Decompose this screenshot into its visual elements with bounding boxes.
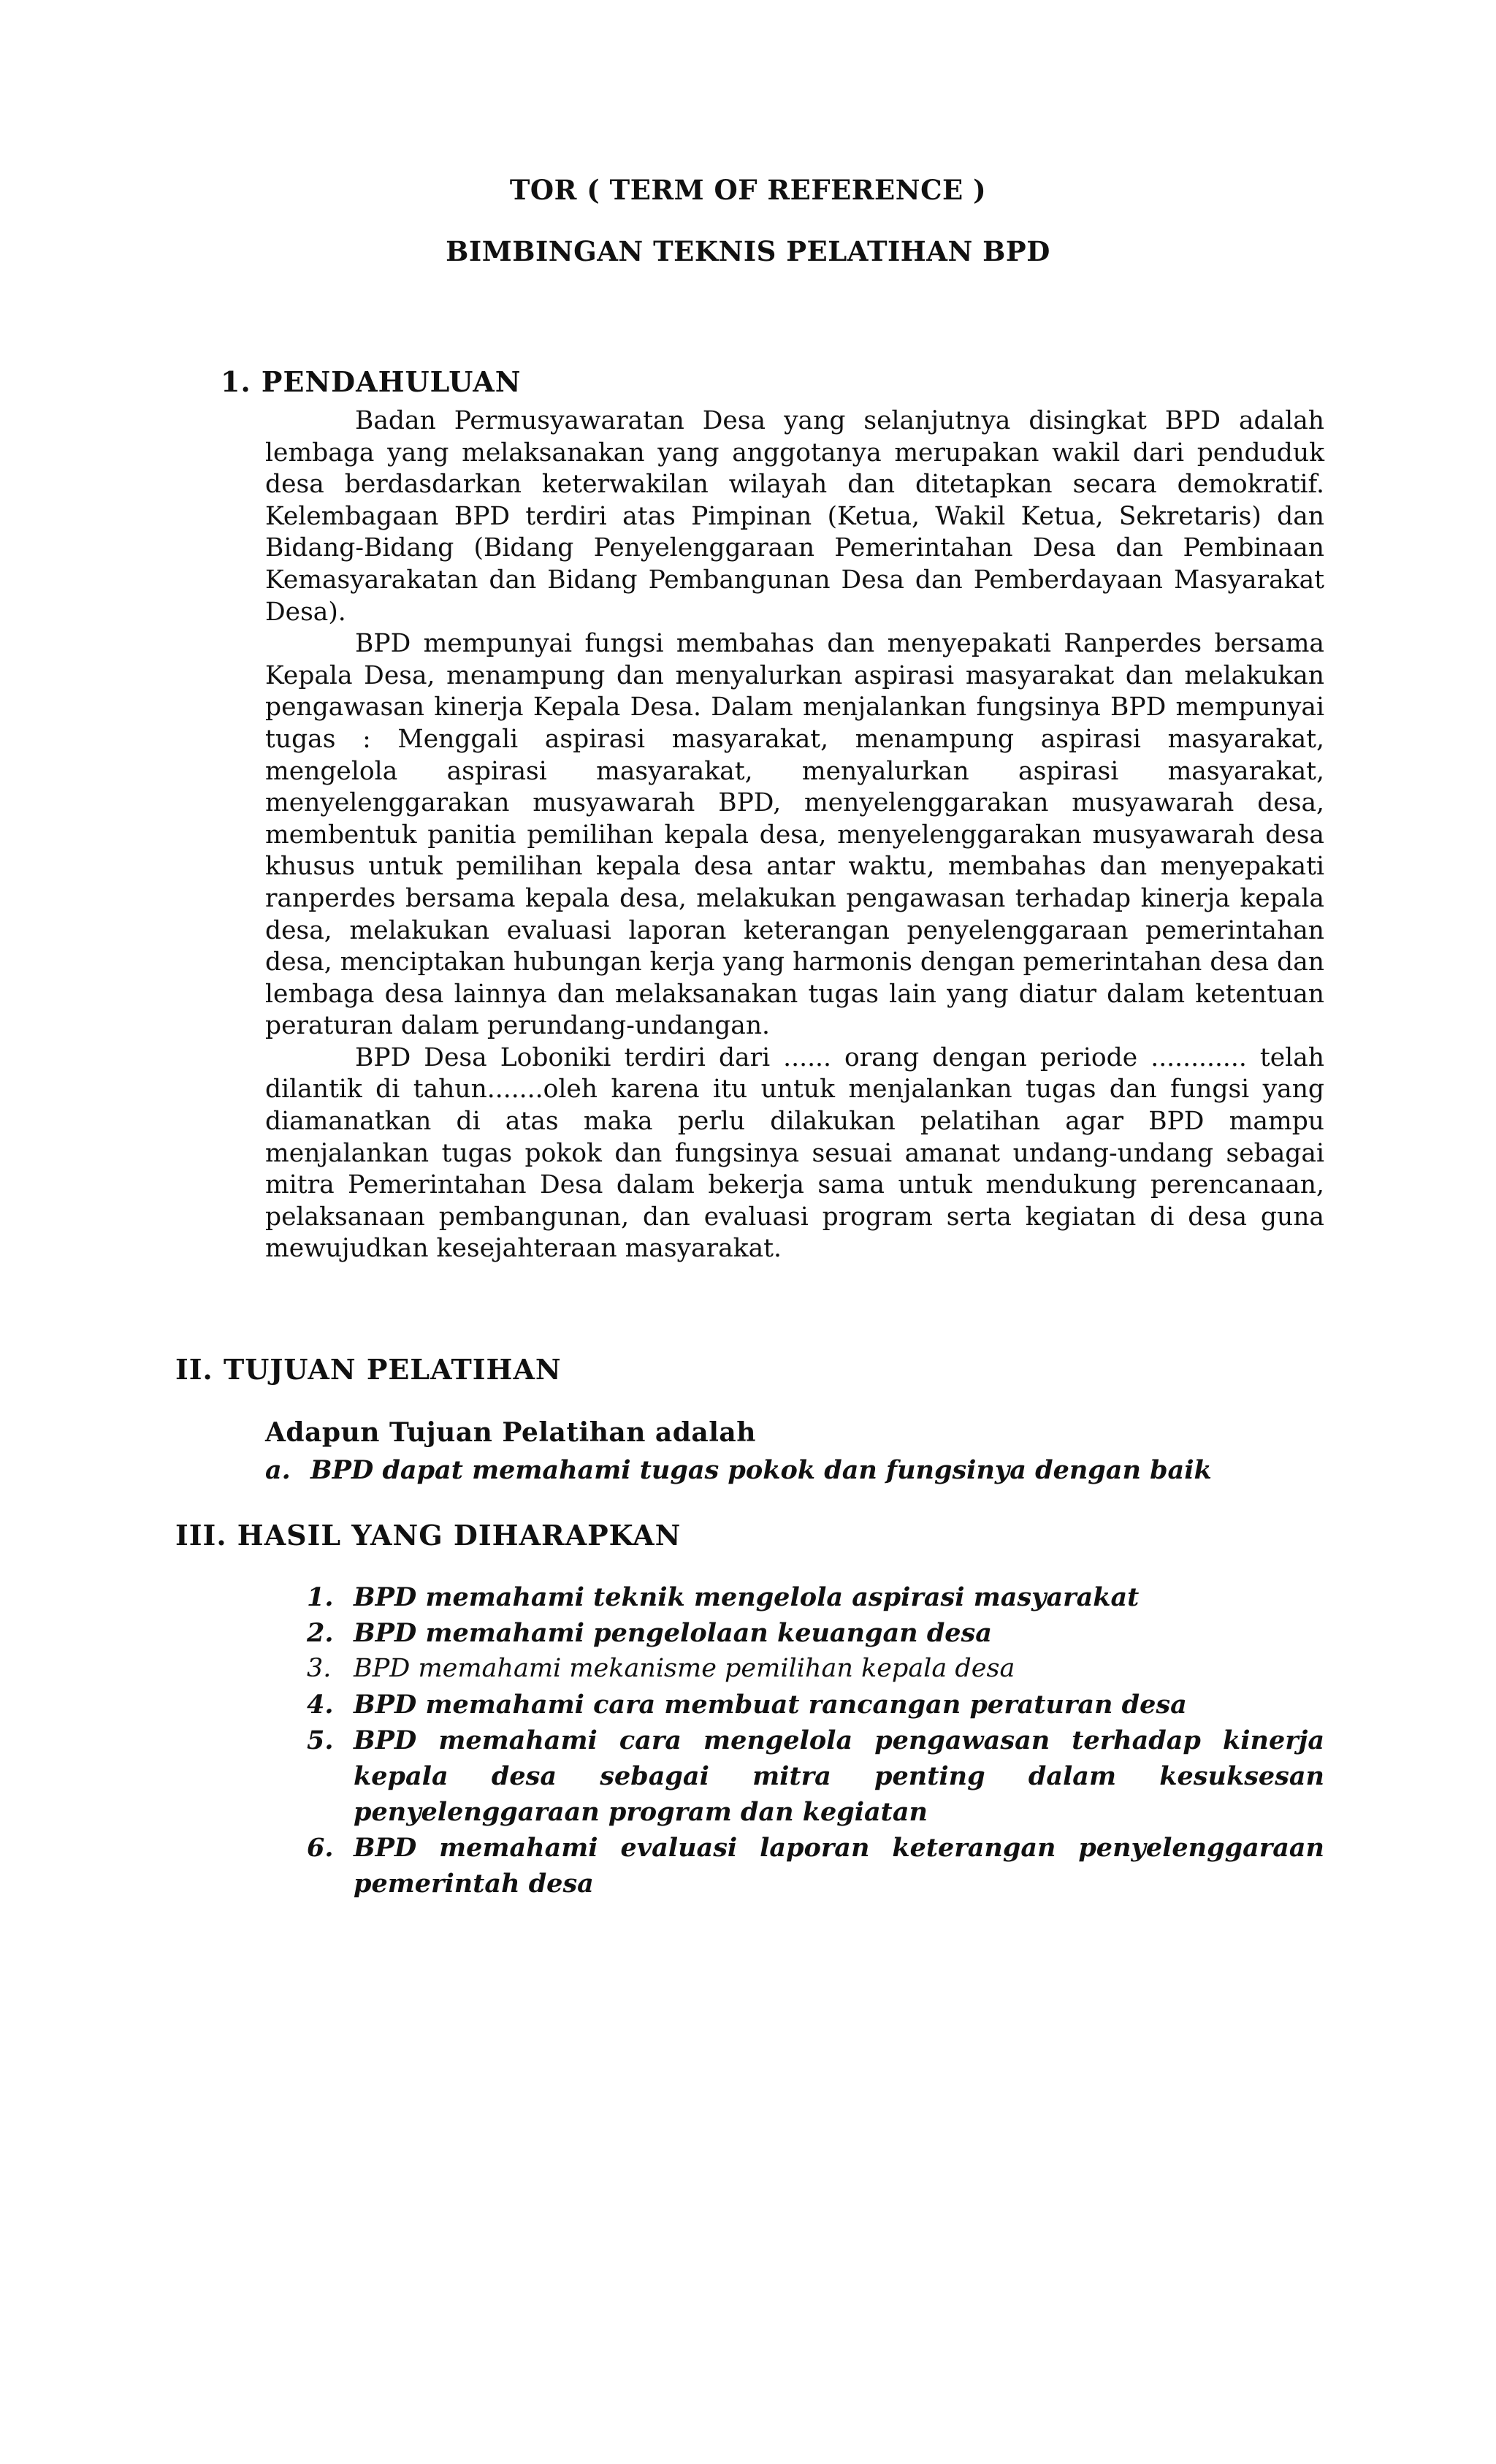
list-item <box>307 1579 1324 1615</box>
list-number: 2. <box>307 1618 334 1648</box>
section-heading-pendahuluan: 1. PENDAHULUAN <box>221 365 522 398</box>
document-title: TOR ( TERM OF REFERENCE ) <box>509 174 987 206</box>
section-body-pendahuluan <box>265 405 1324 1265</box>
list-item <box>307 1687 1324 1723</box>
list-number: 1. <box>307 1582 334 1612</box>
document-subtitle: BIMBINGAN TEKNIS PELATIHAN BPD <box>446 235 1050 267</box>
list-number: 3. <box>307 1654 332 1683</box>
list-item-text: BPD memahami teknik mengelola aspirasi masyarakat <box>354 1582 1140 1612</box>
list-item-text: BPD memahami mekanisme pemilihan kepala desa <box>354 1654 1015 1683</box>
paragraph: Badan Permusyawaratan Desa yang selanjutnya disingkat BPD adalah lembaga yang melaksanakan yang anggotanya merupakan wakil dari penduduk desa berdasdarkan keterwakilan wilayah dan ditetapkan secara demokratif. Kelembagaan BPD terdiri atas Pimpinan (Ketua, Wakil Ketua, Sekretaris) dan Bidang-Bidang (Bidang Penyelenggaraan Pemerintahan Desa dan Pembinaan Kemasyarakatan dan Bidang Pembangunan Desa dan Pemberdayaan Masyarakat Desa). <box>265 406 1324 627</box>
list-item <box>307 1723 1324 1830</box>
list-item <box>307 1615 1324 1651</box>
section-intro-tujuan: Adapun Tujuan Pelatihan adalah <box>265 1417 756 1448</box>
paragraph: BPD Desa Loboniki terdiri dari ...... orang dengan periode ............ telah dilantik di tahun.......oleh karena itu untuk menjalankan tugas dan fungsi yang diamanatkan di atas maka perlu dilakukan pelatihan agar BPD mampu menjalankan tugas pokok dan fungsinya sesuai amanat undang-undang sebagai mitra Pemerintahan Desa dalam bekerja sama untuk mendukung perencanaan, pelaksanaan pembangunan, dan evaluasi program serta kegiatan di desa guna mewujudkan kesejahteraan masyarakat. <box>265 1042 1324 1264</box>
paragraph: BPD mempunyai fungsi membahas dan menyepakati Ranperdes bersama Kepala Desa, menampung dan menyalurkan aspirasi masyarakat dan melakukan pengawasan kinerja Kepala Desa. Dalam menjalankan fungsinya BPD mempunyai tugas : Menggali aspirasi masyarakat, menampung aspirasi masyarakat, mengelola aspirasi masyarakat, menyalurkan aspirasi masyarakat, menyelenggarakan musyawarah BPD, menyelenggarakan musyawarah desa, membentuk panitia pemilihan kepala desa, menyelenggarakan musyawarah desa khusus untuk pemilihan kepala desa antar waktu, membahas dan menyepakati ranperdes bersama kepala desa, melakukan pengawasan terhadap kinerja kepala desa, melakukan evaluasi laporan keterangan penyelenggaraan pemerintahan desa, menciptakan hubungan kerja yang harmonis dengan pemerintahan desa dan lembaga desa lainnya dan melaksanakan tugas lain yang diatur dalam ketentuan peraturan dalam perundang-undangan. <box>265 629 1324 1041</box>
list-number: 5. <box>307 1725 334 1755</box>
hasil-list <box>307 1579 1324 1902</box>
section-heading-tujuan: II. TUJUAN PELATIHAN <box>175 1353 562 1386</box>
list-item-text: BPD dapat memahami tugas pokok dan fungsinya dengan baik <box>310 1455 1212 1485</box>
list-marker: a. <box>265 1455 291 1485</box>
list-number: 6. <box>307 1833 334 1863</box>
list-item-text: BPD memahami pengelolaan keuangan desa <box>354 1618 992 1648</box>
list-item <box>265 1455 1212 1485</box>
list-number: 4. <box>307 1690 334 1720</box>
list-item-text: BPD memahami cara membuat rancangan peraturan desa <box>354 1690 1187 1720</box>
list-item-text: BPD memahami evaluasi laporan keterangan penyelenggaraan pemerintah desa <box>354 1833 1324 1899</box>
list-item-text: BPD memahami cara mengelola pengawasan terhadap kinerja kepala desa sebagai mitra penting dalam kesuksesan penyelenggaraan program dan kegiatan <box>354 1725 1324 1827</box>
tujuan-list <box>265 1455 1212 1485</box>
list-item <box>307 1651 1324 1687</box>
list-item <box>307 1830 1324 1902</box>
section-heading-hasil: III. HASIL YANG DIHARAPKAN <box>175 1519 682 1552</box>
